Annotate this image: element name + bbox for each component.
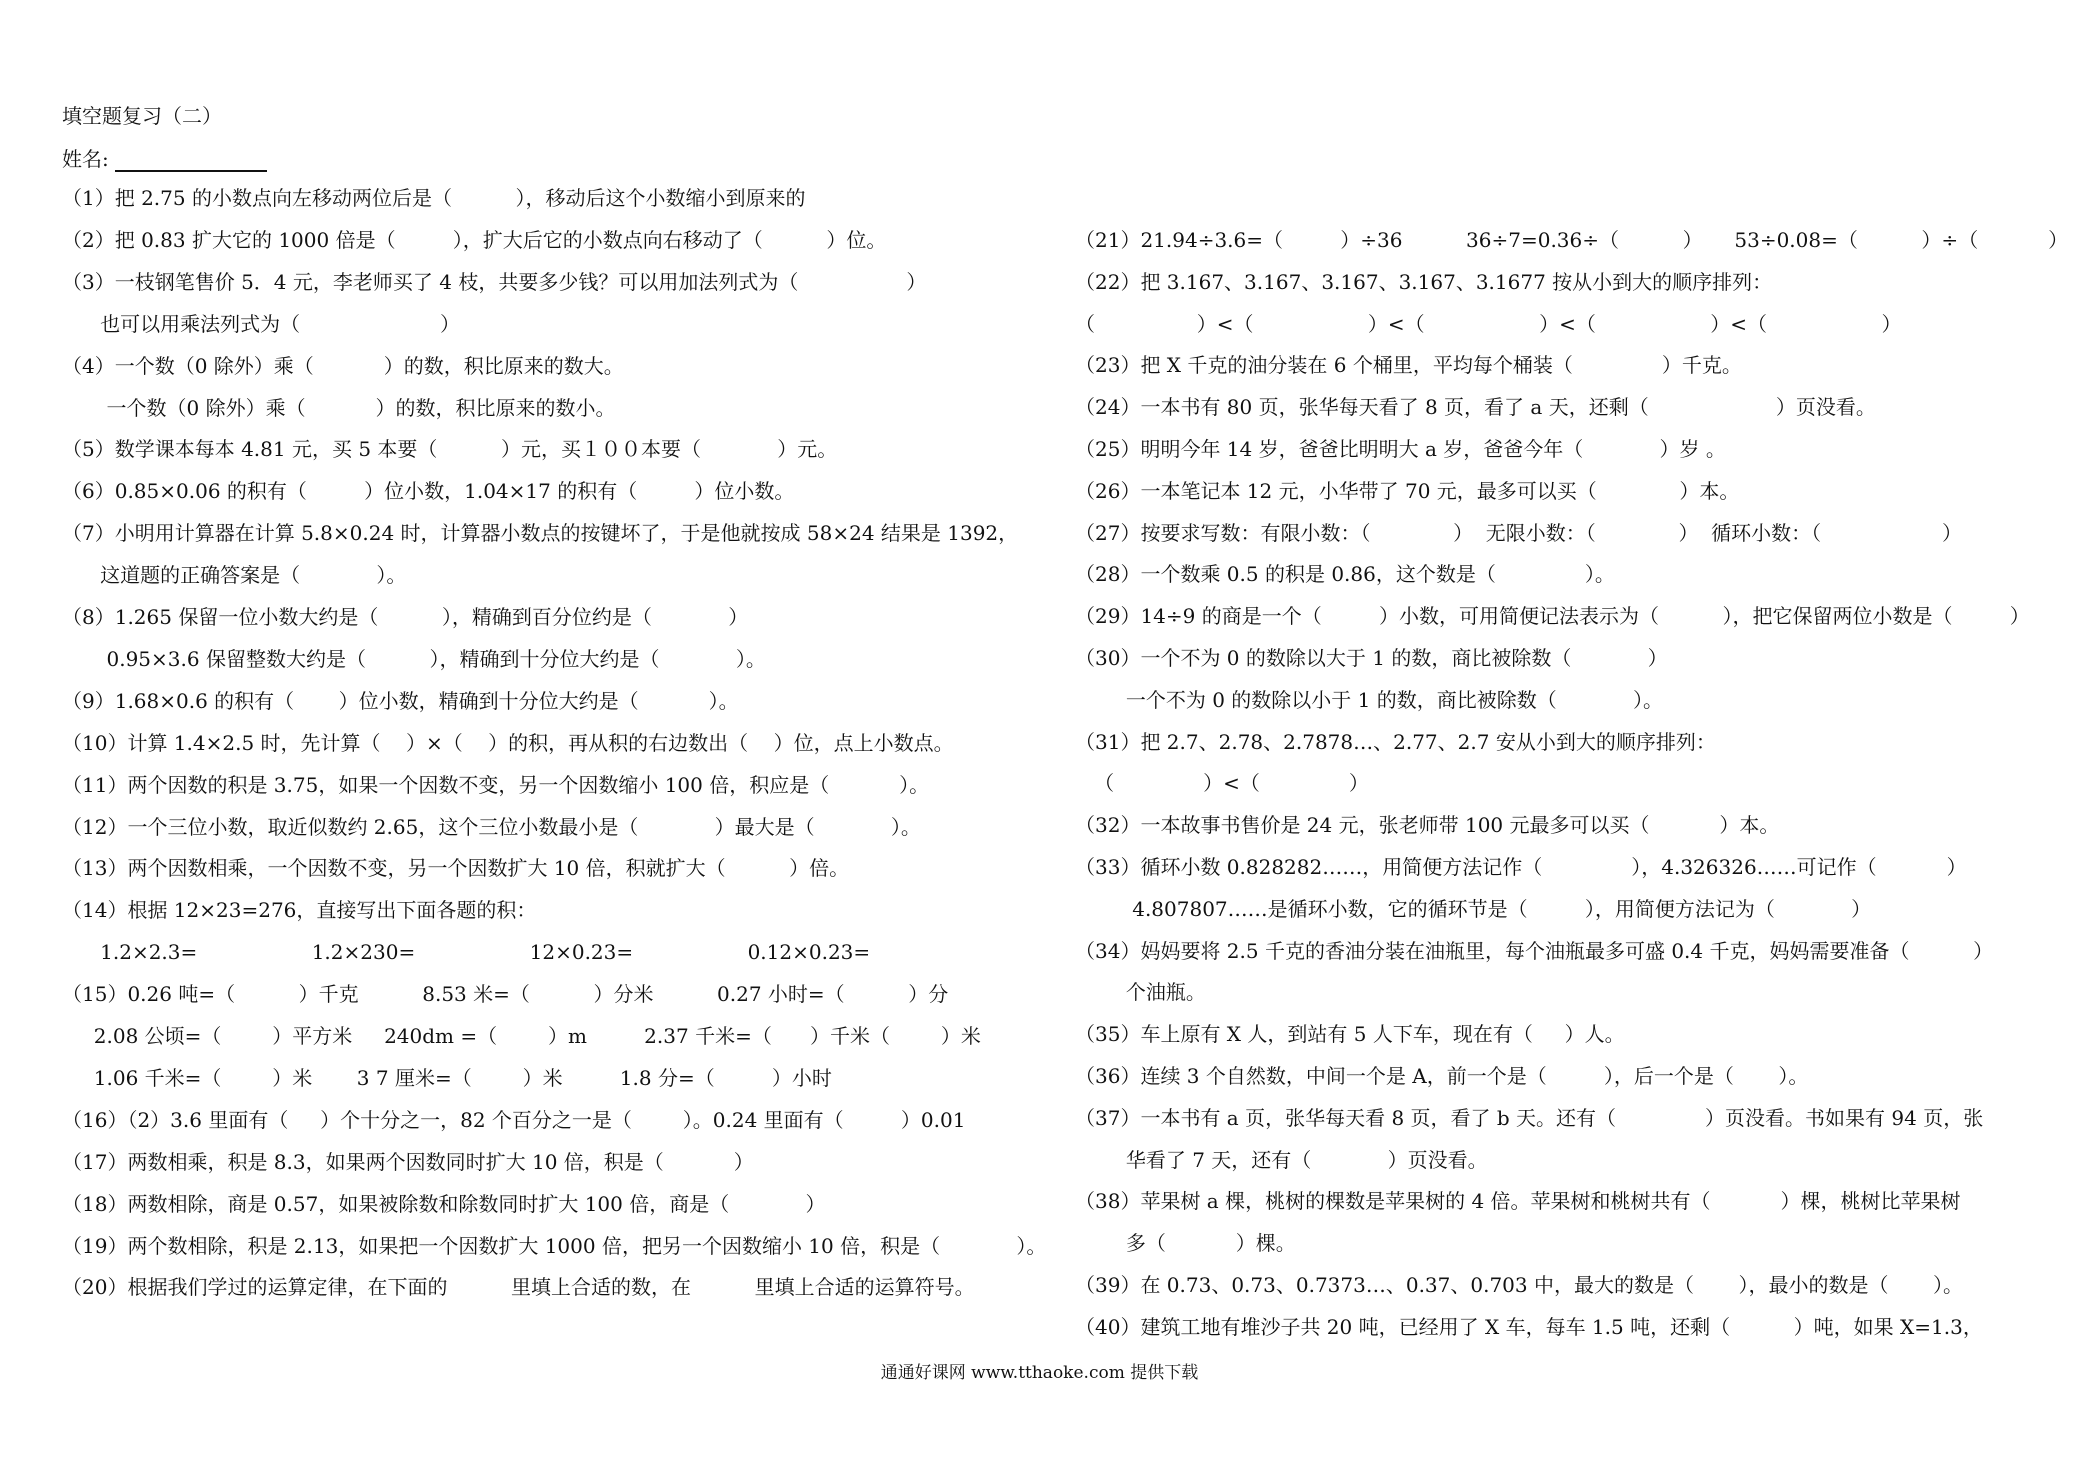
question-line: 4.807807……是循环小数，它的循环节是（ ），用简便方法记为（ ）	[1075, 896, 1872, 921]
name-blank-line	[115, 150, 267, 172]
question-line: （24）一本书有 80 页，张华每天看了 8 页，看了 a 天，还剩（ ）页没看。	[1075, 395, 1876, 420]
question-line: 个油瓶。	[1075, 980, 1206, 1005]
question-line: （2）把 0.83 扩大它的 1000 倍是（ ），扩大后它的小数点向右移动了（ ）位。	[62, 227, 887, 252]
question-line: （19）两个数相除，积是 2.13，如果把一个因数扩大 1000 倍，把另一个因数缩小 10 倍，积是（ ）。	[62, 1233, 1047, 1258]
question-line: 这道题的正确答案是（ ）。	[62, 563, 407, 588]
question-line: （14）根据 12×23=276，直接写出下面各题的积：	[62, 898, 537, 923]
question-line: （4）一个数（0 除外）乘（ ）的数，积比原来的数大。	[62, 353, 624, 378]
question-line: （35）车上原有 X 人，到站有 5 人下车，现在有（ ）人。	[1075, 1022, 1625, 1047]
question-line: （31）把 2.7、2.78、2.7878…、2.77、2.7 安从小到大的顺序排列：	[1075, 729, 1716, 754]
question-line: （6）0.85×0.06 的积有（ ）位小数，1.04×17 的积有（ ）位小数。	[62, 479, 795, 504]
question-line: （8）1.265 保留一位小数大约是（ ），精确到百分位约是（ ）	[62, 605, 749, 629]
question-line: （5）数学课本每本 4.81 元，买 5 本要（ ）元，买１００本要（ ）元。	[62, 437, 838, 462]
question-line: （17）两数相乘，积是 8.3，如果两个因数同时扩大 10 倍，积是（ ）	[62, 1149, 754, 1174]
question-line: （1）把 2.75 的小数点向左移动两位后是（ ），移动后这个小数缩小到原来的	[62, 186, 806, 210]
question-line: （7）小明用计算器在计算 5.8×0.24 时，计算器小数点的按键坏了，于是他就按成 58×24 结果是 1392，	[62, 521, 1019, 546]
question-line: 多（ ）棵。	[1075, 1231, 1296, 1256]
question-line: （ ）<（ ）	[1075, 771, 1369, 796]
question-line: （36）连续 3 个自然数，中间一个是 A，前一个是（ ），后一个是（ ）。	[1075, 1064, 1809, 1088]
question-line: （29）14÷9 的商是一个（ ）小数，可用简便记法表示为（ ），把它保留两位小数是（ ）	[1075, 604, 2030, 629]
question-line: （34）妈妈要将 2.5 千克的香油分装在油瓶里，每个油瓶最多可盛 0.4 千克，妈妈需要准备（ ）	[1075, 938, 1994, 963]
question-line: （33）循环小数 0.828282……，用简便方法记作（ ），4.326326……可记作（ ）	[1075, 855, 1967, 879]
question-line: （16）（2）3.6 里面有（ ）个十分之一，82 个百分之一是（ ）。0.24 里面有（ ）0.01	[62, 1107, 966, 1132]
question-line: （39）在 0.73、0.73、0.7373…、0.37、0.703 中，最大的数是（ ），最小的数是（ ）。	[1075, 1273, 1963, 1297]
question-line: 一个不为 0 的数除以小于 1 的数，商比被除数（ ）。	[1075, 687, 1664, 712]
question-line: 也可以用乘法列式为（ ）	[62, 311, 461, 336]
question-line: （30）一个不为 0 的数除以大于 1 的数，商比被除数（ ）	[1075, 646, 1668, 670]
question-line: （20）根据我们学过的运算定律，在下面的 里填上合适的数，在 里填上合适的运算符号。	[62, 1275, 975, 1300]
question-line: （13）两个因数相乘，一个因数不变，另一个因数扩大 10 倍，积就扩大（ ）倍。	[62, 856, 850, 881]
question-line: （ ）<（ ）<（ ）<（ ）<（ ）	[1075, 311, 1902, 336]
question-line: 1.2×2.3= 1.2×230= 12×0.23= 0.12×0.23=	[62, 940, 871, 965]
question-line: 1.06 千米=（ ）米 3 7 厘米=（ ）米 1.8 分=（ ）小时	[62, 1065, 832, 1090]
question-line: （11）两个因数的积是 3.75，如果一个因数不变，另一个因数缩小 100 倍，积应是（ ）。	[62, 772, 930, 797]
question-line: （15）0.26 吨=（ ）千克 8.53 米=（ ）分米 0.27 小时=（ ）分	[62, 982, 949, 1007]
question-line: （27）按要求写数：有限小数：（ ） 无限小数：（ ） 循环小数：（ ）	[1075, 520, 1962, 545]
question-line: （22）把 3.167、3.167、3.167、3.167、3.1677 按从小到大的顺序排列：	[1075, 269, 1773, 294]
question-line: 一个数（0 除外）乘（ ）的数，积比原来的数小。	[62, 395, 616, 420]
name-label: 姓名:	[62, 147, 109, 171]
question-line: （37）一本书有 a 页，张华每天看 8 页，看了 b 天。还有（ ）页没看。书如果有 94 页，张	[1075, 1105, 1984, 1130]
name-row	[62, 143, 267, 172]
question-line: （23）把 X 千克的油分装在 6 个桶里，平均每个桶装（ ）千克。	[1075, 353, 1742, 378]
question-line: （40）建筑工地有堆沙子共 20 吨，已经用了 X 车，每车 1.5 吨，还剩（ ）吨，如果 X=1.3，	[1075, 1314, 1983, 1339]
question-line: （25）明明今年 14 岁，爸爸比明明大 a 岁，爸爸今年（ ）岁 。	[1075, 437, 1726, 461]
question-line: （38）苹果树 a 棵，桃树的棵数是苹果树的 4 倍。苹果树和桃树共有（ ）棵，桃树比苹果树	[1075, 1189, 1961, 1214]
question-line: （10）计算 1.4×2.5 时，先计算（ ）×（ ）的积，再从积的右边数出（ ）位，点上小数点。	[62, 730, 954, 755]
question-line: 2.08 公顷=（ ）平方米 240dm =（ ）m 2.37 千米=（ ）千米（ ）米	[62, 1024, 981, 1048]
question-line: （12）一个三位小数，取近似数约 2.65，这个三位小数最小是（ ）最大是（ ）。	[62, 814, 921, 839]
question-line: （18）两数相除，商是 0.57，如果被除数和除数同时扩大 100 倍，商是（ ）	[62, 1191, 826, 1216]
document-title: 填空题复习（二）	[62, 104, 222, 128]
question-line: （26）一本笔记本 12 元，小华带了 70 元，最多可以买（ ）本。	[1075, 478, 1740, 503]
question-line: 华看了 7 天，还有（ ）页没看。	[1075, 1147, 1488, 1172]
question-line: （9）1.68×0.6 的积有（ ）位小数，精确到十分位大约是（ ）。	[62, 688, 739, 713]
question-line: （32）一本故事书售价是 24 元，张老师带 100 元最多可以买（ ）本。	[1075, 813, 1780, 838]
question-line: （28）一个数乘 0.5 的积是 0.86，这个数是（ ）。	[1075, 562, 1615, 587]
footer-credit: 通通好课网 www.tthaoke.com 提供下载	[880, 1363, 1199, 1383]
question-line: （21）21.94÷3.6=（ ）÷36 36÷7=0.36÷（ ） 53÷0.08=（ ）÷（ ）	[1075, 228, 2069, 252]
question-line: （3）一枝钢笔售价 5．4 元，李老师买了 4 枝，共要多少钱？可以用加法列式为（ ）	[62, 269, 927, 294]
question-line: 0.95×3.6 保留整数大约是（ ），精确到十分位大约是（ ）。	[62, 646, 766, 671]
